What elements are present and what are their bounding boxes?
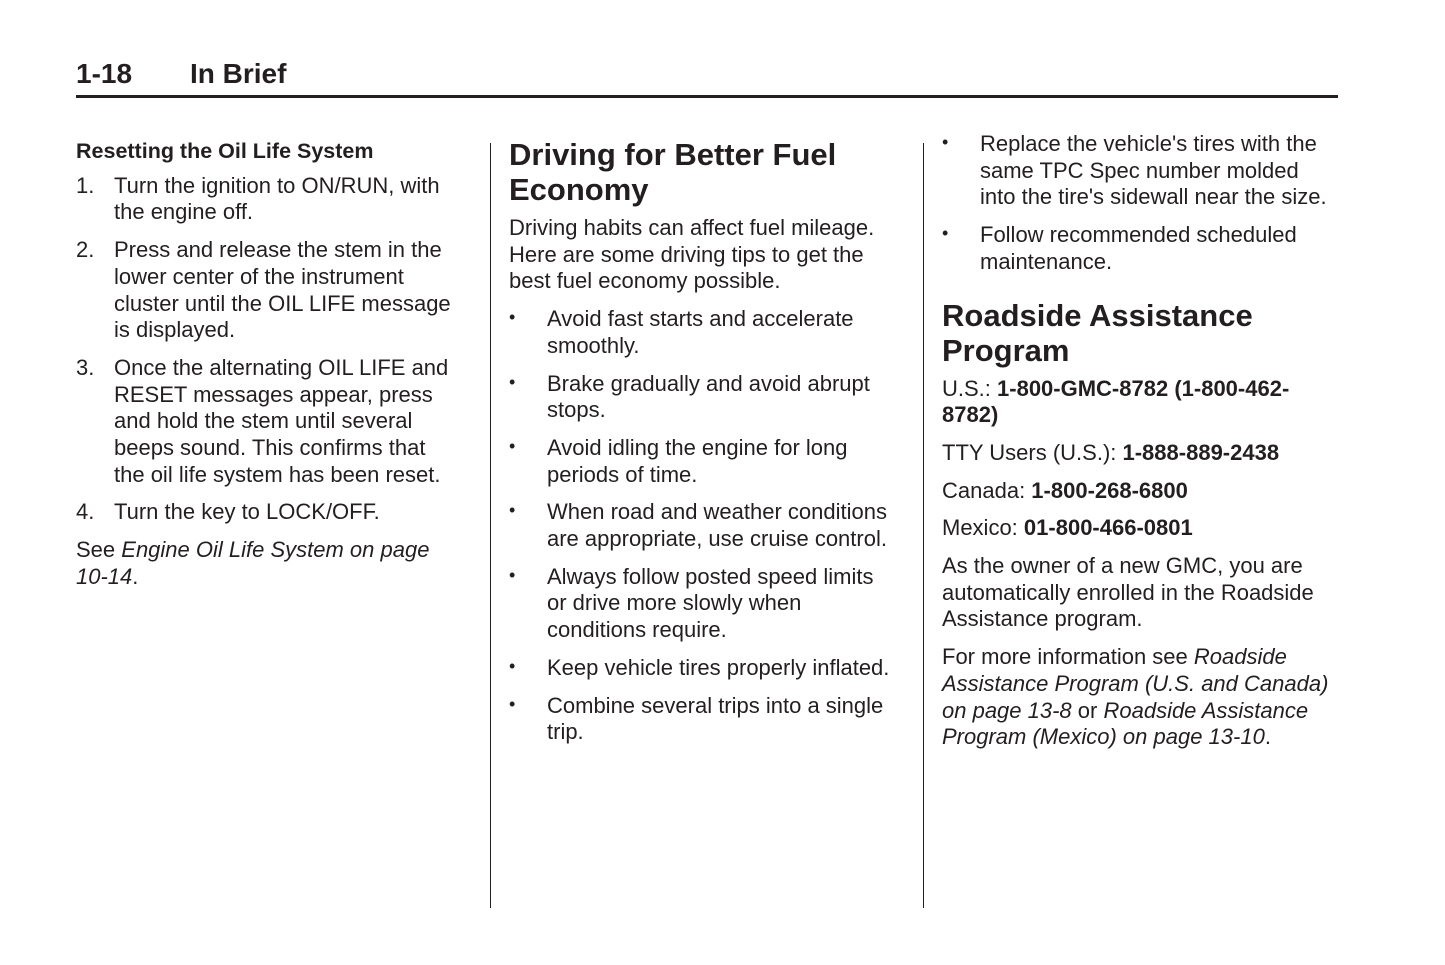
tip-text: Avoid fast starts and accelerate smoothly. [547,306,854,358]
see-reference [76,537,461,590]
list-item [509,655,899,682]
list-item [509,435,899,488]
tip-text: Avoid idling the engine for long periods of time. [547,434,848,487]
tty-contact [942,440,1337,467]
canada-contact [942,478,1337,505]
step-number: 4. [76,499,95,525]
mexico-phone: 01-800-466-0801 [1023,515,1193,541]
bullet-icon: • [509,564,516,585]
list-item [942,222,1337,275]
tty-label: TTY Users (U.S.): [942,439,1123,465]
owner-text: As the owner of a new GMC, you are automatically enrolled in the Roadside Assistance program. [942,553,1314,632]
step-number: 2. [76,237,95,263]
list-item [76,237,461,344]
list-item [509,693,899,746]
bullet-icon: • [509,435,516,456]
tty-phone: 1-888-889-2438 [1122,439,1280,465]
list-item [509,564,899,644]
section-heading: Driving for Better Fuel Economy [509,137,837,207]
section-heading: Roadside Assistance Program [942,297,1253,368]
step-number: 1. [76,172,95,198]
bullet-icon: • [942,223,949,244]
column-fuel-economy [509,137,899,757]
cross-reference-link[interactable]: Engine Oil Life System on page 10-14 [76,537,430,589]
canada-label: Canada: [942,477,1032,503]
bullet-icon: • [509,371,516,392]
column-oil-life [76,138,461,602]
list-item [509,371,899,424]
tip-text: Keep vehicle tires properly inflated. [547,654,890,680]
mexico-contact [942,515,1337,542]
tip-text: Brake gradually and avoid abrupt stops. [547,370,870,423]
column-divider [923,143,924,908]
bullet-icon: • [509,693,516,714]
tip-text: Replace the vehicle's tires with the same TPC Spec number molded into the tire's sidewall near the size. [980,131,1327,210]
tip-text: Always follow posted speed limits or drive more slowly when conditions require. [547,563,874,643]
page-number: 1-18 [76,58,133,89]
tip-text: Combine several trips into a single trip. [547,692,884,745]
header-rule [76,95,1338,98]
list-item [76,173,461,226]
cross-reference-link[interactable]: Roadside Assistance Program (Mexico) on page 13-10 [942,697,1309,750]
column-divider [490,143,491,908]
cross-reference-link[interactable]: Roadside Assistance Program (U.S. and Canada) on page 13-8 [942,644,1329,723]
bullet-icon: • [942,132,949,152]
list-item [509,306,899,359]
bullet-icon: • [509,655,516,676]
tip-text: Follow recommended scheduled maintenance. [980,222,1297,274]
see-prefix: See [76,537,122,563]
section-title: In Brief [190,58,287,89]
column-roadside [942,131,1337,762]
us-phone: 1-800-GMC-8782 (1-800-462-8782) [942,375,1290,428]
subheading: Resetting the Oil Life System [76,139,374,163]
bullet-icon: • [509,500,516,521]
us-label: U.S.: [942,375,998,401]
bullet-icon: • [509,307,516,328]
step-number: 3. [76,354,95,380]
intro-text: Driving habits can affect fuel mileage. Here are some driving tips to get the best fuel economy possible. [509,215,875,294]
step-text: Turn the key to LOCK/OFF. [114,499,380,525]
list-item [509,499,899,552]
tip-text: When road and weather conditions are appropriate, use cruise control. [547,499,887,552]
step-text: Press and release the stem in the lower center of the instrument cluster until the OIL LIFE message is displayed. [114,237,451,343]
more-or: or [1071,697,1104,723]
more-suffix: . [1264,724,1271,750]
step-text: Once the alternating OIL LIFE and RESET messages appear, press and hold the stem until several beeps sound. This confirms that the oil life system has been reset. [114,354,449,487]
see-suffix: . [132,563,139,589]
us-contact [942,376,1337,429]
list-item [76,499,461,526]
list-item [942,131,1337,211]
more-prefix: For more information see [942,644,1194,670]
mexico-label: Mexico: [942,515,1024,541]
list-item [76,355,461,489]
canada-phone: 1-800-268-6800 [1031,477,1188,503]
more-info [942,644,1337,751]
step-text: Turn the ignition to ON/RUN, with the engine off. [114,172,440,225]
